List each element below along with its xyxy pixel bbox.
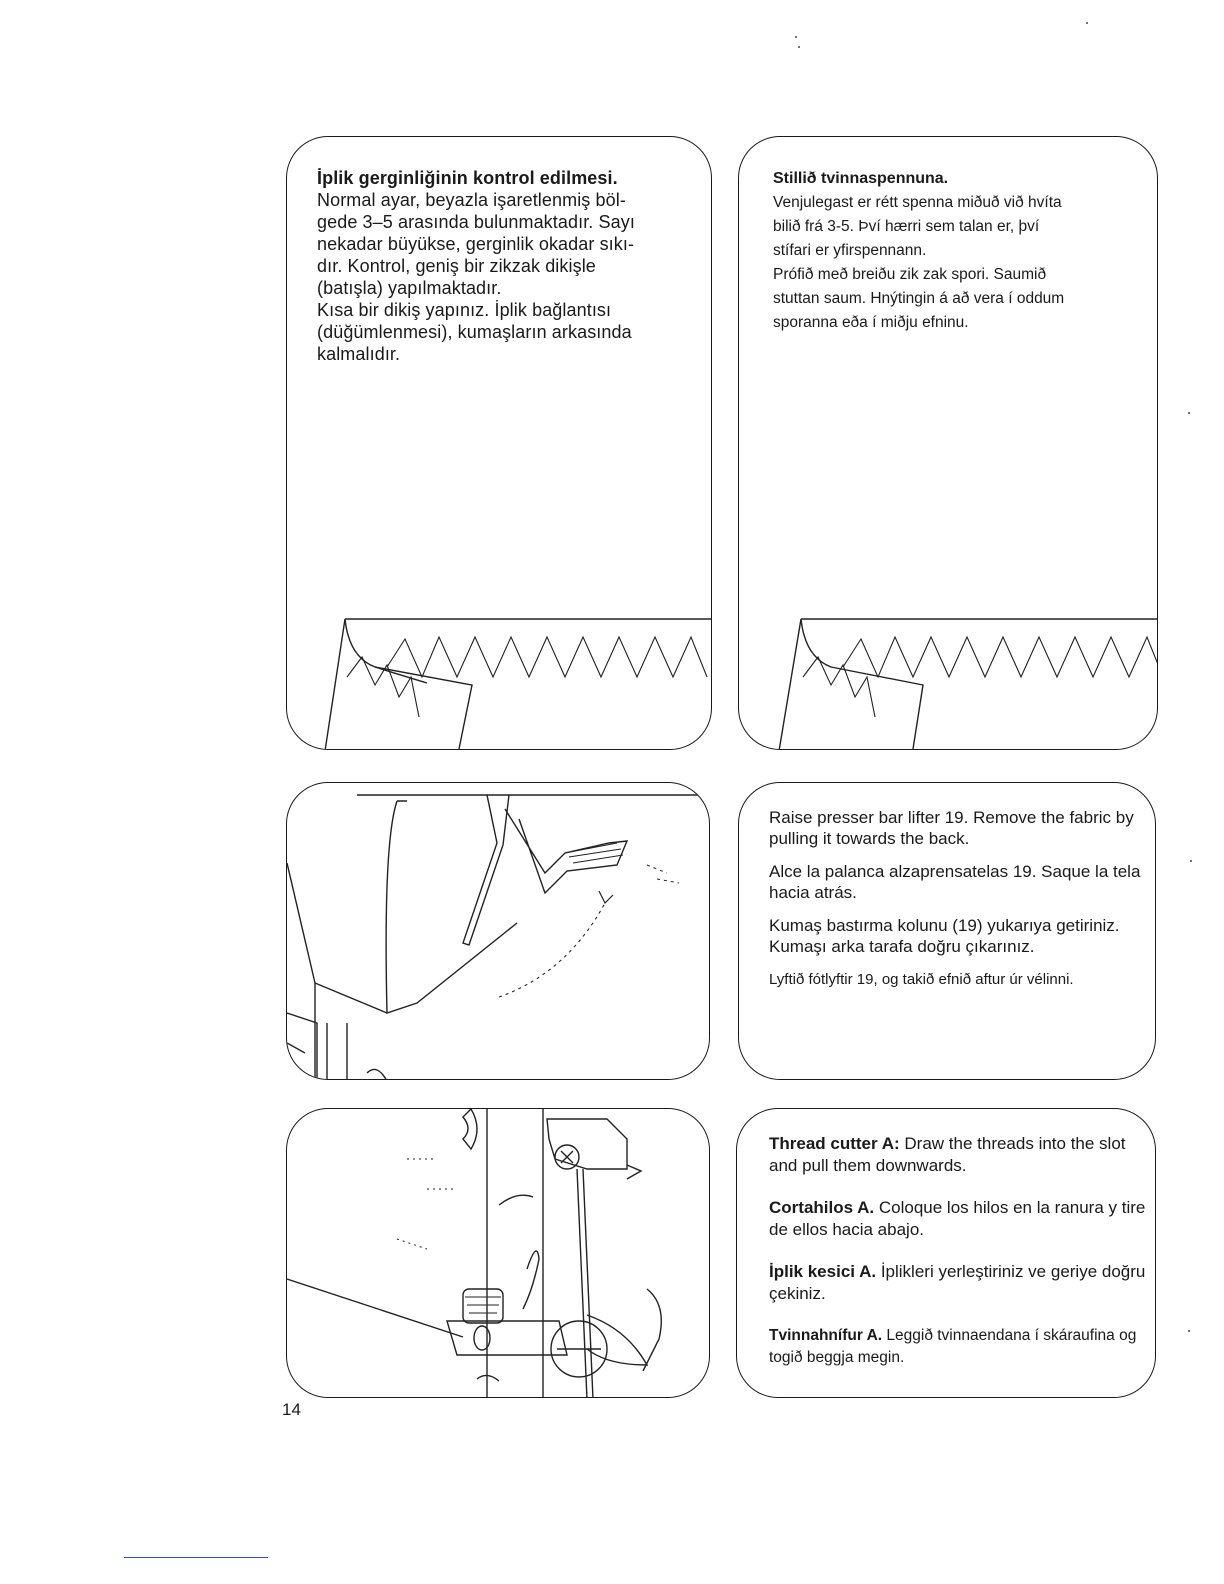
tension-is-title: Stillið tvinnaspennuna. bbox=[773, 170, 949, 187]
tension-is-line: bilið frá 3-5. Því hærri sem talan er, því bbox=[773, 218, 1040, 235]
cutter-tr bbox=[769, 1261, 1149, 1305]
remove-fabric-text bbox=[769, 807, 1149, 1002]
remove-fabric-en: Raise presser bar lifter 19. Remove the fabric by pulling it towards the back. bbox=[769, 808, 1134, 848]
scan-speck bbox=[1188, 412, 1190, 414]
cutter-en bbox=[769, 1133, 1149, 1177]
tension-is-line: Prófið með breiðu zik zak spori. Saumið bbox=[773, 266, 1047, 283]
panel-presser-illustration bbox=[286, 782, 710, 1080]
cutter-es bbox=[769, 1197, 1149, 1241]
scan-speck bbox=[798, 46, 800, 48]
tension-tr-line: gede 3–5 arasında bulunmaktadır. Sayı bbox=[317, 212, 635, 232]
tension-tr-line: dır. Kontrol, geniş bir zikzak dikişle bbox=[317, 256, 596, 276]
zigzag-fabric-illustration bbox=[287, 137, 712, 750]
presser-bar-lifter-illustration bbox=[287, 783, 710, 1080]
cutter-es-bold: Cortahilos A. bbox=[769, 1198, 875, 1217]
cutter-en-bold: Thread cutter A: bbox=[769, 1134, 900, 1153]
panel-tension-is bbox=[738, 136, 1158, 750]
scan-speck bbox=[795, 36, 797, 38]
panel-remove-fabric bbox=[738, 782, 1156, 1080]
tension-tr-line: nekadar büyükse, gerginlik okadar sıkı- bbox=[317, 234, 635, 254]
scan-speck bbox=[1188, 1330, 1190, 1332]
page-number: 14 bbox=[282, 1400, 301, 1419]
cutter-is bbox=[769, 1325, 1149, 1369]
cutter-is-bold: Tvinnahnífur A. bbox=[769, 1327, 883, 1344]
panel-cutter-illustration bbox=[286, 1108, 710, 1398]
tension-tr-line: Kısa bir dikiş yapınız. İplik bağlantısı bbox=[317, 300, 612, 320]
thread-cutter-illustration bbox=[287, 1109, 710, 1398]
tension-tr-title: İplik gerginliğinin kontrol edilmesi. bbox=[317, 168, 618, 188]
cutter-tr-text: İplikleri yerleştiriniz ve geriye doğru çekiniz. bbox=[769, 1262, 1146, 1303]
cutter-tr-bold: İplik kesici A. bbox=[769, 1262, 877, 1281]
remove-fabric-tr: Kumaş bastırma kolunu (19) yukarıya getiriniz. Kumaşı arka tarafa doğru çıkarınız. bbox=[769, 916, 1120, 956]
tension-is-line: stuttan saum. Hnýtingin á að vera í oddum bbox=[773, 290, 1065, 307]
tension-is-line: stífari er yfirspennann. bbox=[773, 242, 927, 259]
panel-thread-cutter bbox=[736, 1108, 1156, 1398]
remove-fabric-es: Alce la palanca alzaprensatelas 19. Saque la tela hacia atrás. bbox=[769, 862, 1141, 902]
tension-is-line: Venjulegast er rétt spenna miðuð við hvíta bbox=[773, 194, 1062, 211]
footer-rule bbox=[124, 1557, 268, 1558]
tension-tr-line: kalmalıdır. bbox=[317, 344, 401, 364]
tension-tr-line: (batışla) yapılmaktadır. bbox=[317, 278, 502, 298]
cutter-en-text: Draw the threads into the slot and pull them downwards. bbox=[769, 1134, 1126, 1175]
cutter-es-text: Coloque los hilos en la ranura y tire de ellos hacia abajo. bbox=[769, 1198, 1146, 1239]
tension-tr-line: (düğümlenmesi), kumaşların arkasında bbox=[317, 322, 632, 342]
tension-tr-line: Normal ayar, beyazla işaretlenmiş böl- bbox=[317, 190, 626, 210]
thread-cutter-text bbox=[769, 1133, 1149, 1389]
remove-fabric-is: Lyftið fótlyftir 19, og takið efnið aftur úr vélinni. bbox=[769, 971, 1074, 988]
zigzag-fabric-illustration bbox=[739, 137, 1158, 750]
panel-tension-tr bbox=[286, 136, 712, 750]
scan-speck bbox=[1190, 860, 1192, 862]
cutter-is-text: Leggið tvinnaendana í skáraufina og togið beggja megin. bbox=[769, 1327, 1137, 1366]
tension-is-line: sporanna eða í miðju efninu. bbox=[773, 314, 969, 331]
scan-speck bbox=[1086, 22, 1088, 24]
